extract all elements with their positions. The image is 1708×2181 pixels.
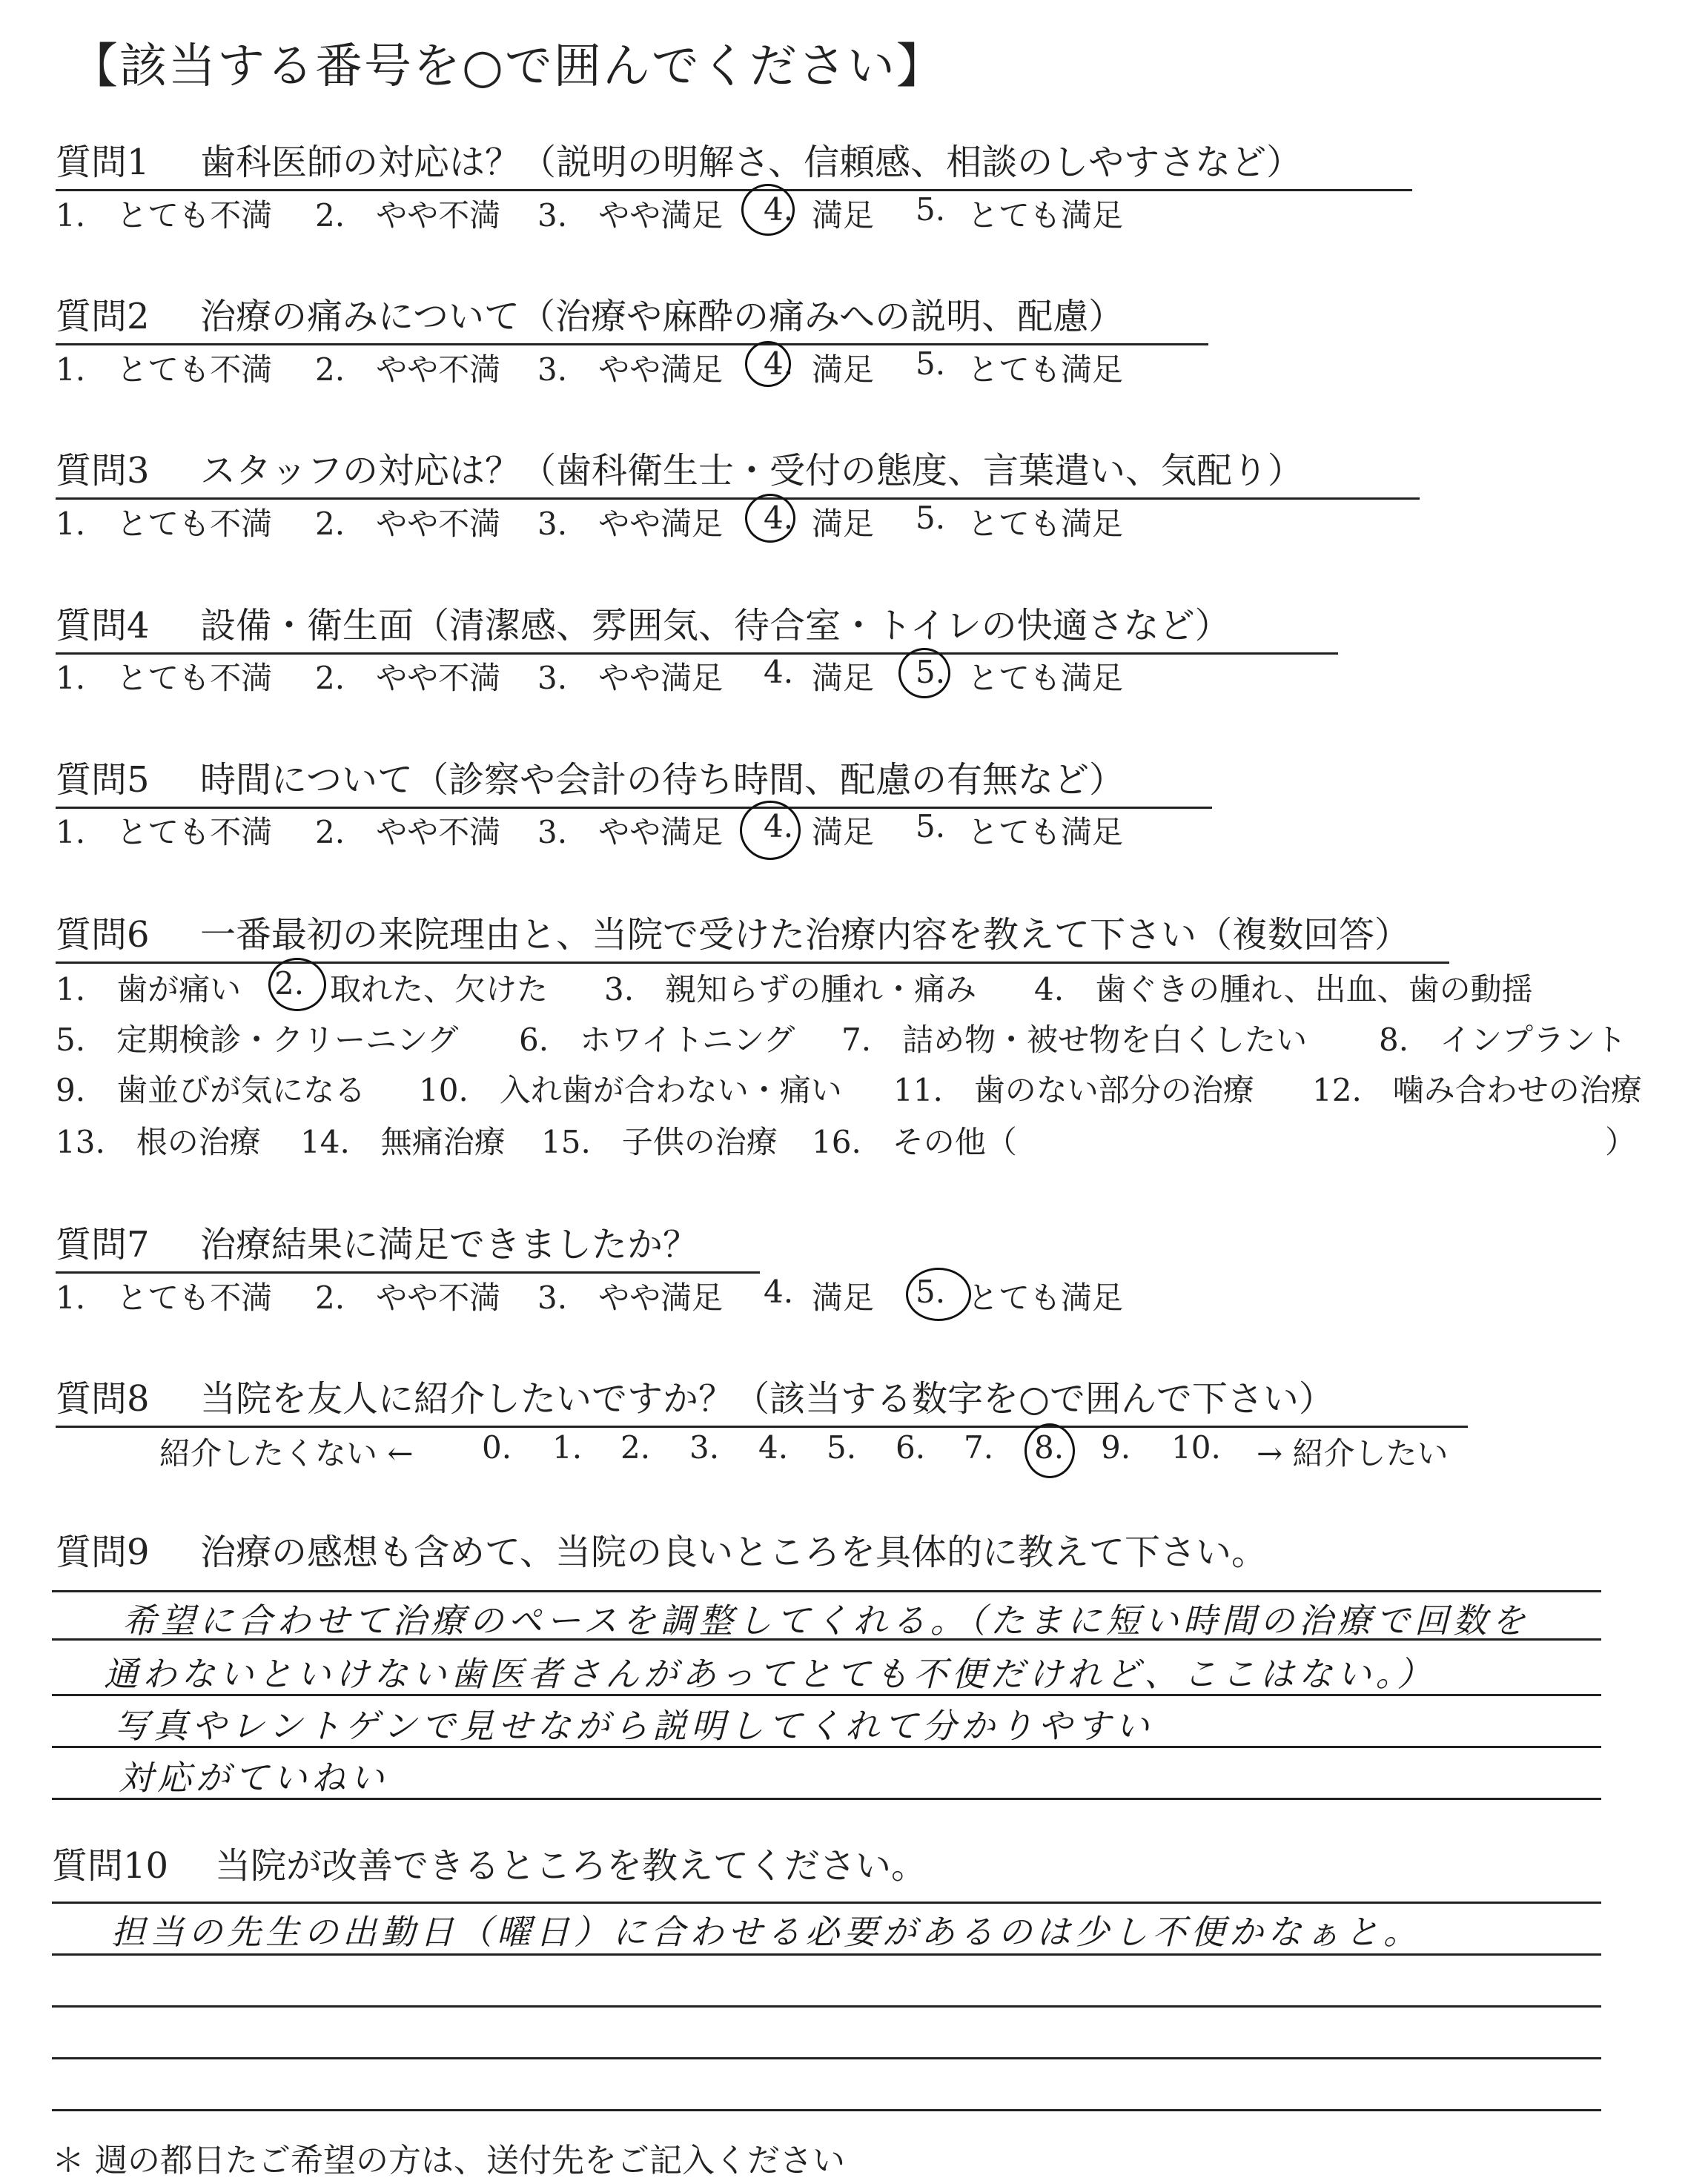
option-5-label: とても満足	[967, 506, 1124, 542]
q9-handwritten-line-4: 対応がていねい	[119, 1758, 388, 1798]
option-2[interactable]: 2. やや不満	[315, 1280, 501, 1316]
question-8-scale	[56, 1429, 1649, 1474]
question-6-options-row-3	[56, 1066, 1687, 1111]
question-10-text: 当院が改善できるところを教えてください。	[215, 1845, 927, 1887]
option-5-label: とても満足	[967, 351, 1124, 388]
question-4-options	[56, 654, 1242, 698]
question-10-heading	[52, 1837, 927, 1888]
question-1-options	[56, 191, 1242, 236]
q6-option-13[interactable]: 13. 根の治療	[56, 1124, 261, 1160]
q8-option-7[interactable]: 7.	[964, 1429, 994, 1466]
option-4-number[interactable]: 4.	[764, 500, 794, 536]
question-6-options-row-2	[56, 1016, 1687, 1060]
question-2-heading	[56, 288, 1208, 345]
question-9-label: 質問9	[56, 1532, 150, 1573]
option-1[interactable]: 1. とても不満	[56, 197, 273, 234]
q8-left-label: 紹介したくない ←	[159, 1435, 414, 1472]
question-1-text: 歯科医師の対応は？（説明の明解さ、信頼感、相談のしやすさなど）	[200, 142, 1302, 183]
question-5-label: 質問5	[56, 759, 150, 801]
question-3-options	[56, 500, 1242, 544]
option-5-number[interactable]: 5.	[916, 345, 946, 382]
q6-option-6[interactable]: 6. ホワイトニング	[519, 1022, 795, 1058]
option-3[interactable]: 3. やや満足	[537, 351, 724, 388]
answer-circle-q8	[1025, 1423, 1075, 1478]
q6-option-11[interactable]: 11. 歯のない部分の治療	[893, 1072, 1254, 1108]
q6-option-2-label: 取れた、欠けた	[330, 971, 549, 1007]
q6-option-8[interactable]: 8. インプラント	[1379, 1022, 1627, 1058]
q8-option-1[interactable]: 1.	[552, 1429, 583, 1466]
option-4-label: 満足	[812, 197, 875, 234]
option-4-number[interactable]: 4.	[764, 808, 794, 844]
q8-option-8[interactable]: 8.	[1034, 1429, 1065, 1466]
option-1[interactable]: 1. とても不満	[56, 351, 273, 388]
option-5-label: とても満足	[967, 660, 1124, 696]
q8-option-0[interactable]: 0.	[482, 1429, 512, 1466]
q8-option-10[interactable]: 10.	[1171, 1429, 1221, 1466]
question-1-heading	[56, 133, 1412, 191]
q8-right-label: → 紹介したい	[1257, 1435, 1449, 1472]
q6-option-15[interactable]: 15. 子供の治療	[541, 1124, 778, 1160]
question-5-text: 時間について（診察や会計の待ち時間、配慮の有無など）	[200, 759, 1125, 801]
footer-note: ＊ 週の都日たご希望の方は、送付先をご記入ください	[52, 2142, 845, 2180]
option-3[interactable]: 3. やや満足	[537, 1280, 724, 1316]
answer-circle-q4	[898, 648, 950, 698]
q6-option-10[interactable]: 10. 入れ歯が合わない・痛い	[419, 1072, 842, 1108]
question-2-text: 治療の痛みについて（治療や麻酔の痛みへの説明、配慮）	[200, 296, 1125, 337]
question-6-text: 一番最初の来院理由と、当院で受けた治療内容を教えて下さい（複数回答）	[200, 914, 1411, 956]
option-5-label: とても満足	[967, 814, 1124, 850]
q8-option-5[interactable]: 5.	[827, 1429, 857, 1466]
q8-option-2[interactable]: 2.	[620, 1429, 651, 1466]
option-5-number[interactable]: 5.	[916, 500, 946, 536]
q6-option-16[interactable]: 16. その他（	[812, 1124, 1017, 1160]
q6-option-16-close: ）	[1605, 1124, 1637, 1160]
question-6-heading	[56, 906, 1449, 964]
writing-line	[52, 2005, 1601, 2008]
q6-option-4[interactable]: 4. 歯ぐきの腫れ、出血、歯の動揺	[1034, 971, 1533, 1007]
question-8-heading	[56, 1370, 1468, 1428]
q6-option-2-number[interactable]: 2.	[274, 965, 305, 1002]
answer-circle-q3	[745, 494, 795, 543]
question-4-text: 設備・衛生面（清潔感、雰囲気、待合室・トイレの快適さなど）	[200, 605, 1231, 646]
answer-circle-q5	[740, 801, 801, 860]
answer-circle-q7	[906, 1268, 971, 1321]
question-7-heading	[56, 1216, 760, 1274]
option-3[interactable]: 3. やや満足	[537, 814, 724, 850]
q8-option-6[interactable]: 6.	[896, 1429, 926, 1466]
q8-option-9[interactable]: 9.	[1101, 1429, 1131, 1466]
option-3[interactable]: 3. やや満足	[537, 660, 724, 696]
option-4-label: 満足	[812, 660, 875, 696]
writing-line	[52, 1902, 1601, 1904]
question-7-label: 質問7	[56, 1224, 150, 1265]
option-4-label: 満足	[812, 506, 875, 542]
option-5-number[interactable]: 5.	[916, 191, 946, 228]
option-3[interactable]: 3. やや満足	[537, 197, 724, 234]
answer-circle-q6	[268, 958, 326, 1011]
question-9-text: 治療の感想も含めて、当院の良いところを具体的に教えて下さい。	[200, 1532, 1268, 1573]
option-2[interactable]: 2. やや不満	[315, 660, 501, 696]
page-title: 【該当する番号を○で囲んでください】	[70, 39, 945, 94]
answer-circle-q1	[741, 184, 795, 236]
question-4-label: 質問4	[56, 605, 150, 646]
option-5-label: とても満足	[967, 1280, 1124, 1316]
question-7-options	[56, 1274, 1242, 1318]
option-1[interactable]: 1. とても不満	[56, 814, 273, 850]
writing-line	[52, 2057, 1601, 2059]
question-6-options-row-4	[56, 1118, 1687, 1162]
option-2[interactable]: 2. やや不満	[315, 814, 501, 850]
q6-option-12[interactable]: 12. 噛み合わせの治療	[1312, 1072, 1642, 1108]
option-3[interactable]: 3. やや満足	[537, 506, 724, 542]
option-1[interactable]: 1. とても不満	[56, 1280, 273, 1316]
writing-line	[52, 2109, 1601, 2111]
q6-option-5[interactable]: 5. 定期検診・クリーニング	[56, 1022, 459, 1058]
question-2-options	[56, 345, 1242, 390]
question-5-options	[56, 808, 1242, 853]
question-6-label: 質問6	[56, 914, 150, 956]
option-1[interactable]: 1. とても不満	[56, 506, 273, 542]
option-2[interactable]: 2. やや不満	[315, 506, 501, 542]
option-4-number[interactable]: 4.	[764, 345, 794, 382]
option-5-number[interactable]: 5.	[916, 1274, 946, 1310]
question-4-heading	[56, 597, 1338, 655]
option-2[interactable]: 2. やや不満	[315, 197, 501, 234]
q10-handwritten-line-1: 担当の先生の出勤日（曜日）に合わせる必要があるのは少し不便かなぁと。	[111, 1912, 1422, 1952]
q9-handwritten-line-2: 通わないといけない歯医者さんがあってとても不便だけれど、ここはない。）	[104, 1654, 1436, 1694]
option-4-number[interactable]: 4.	[764, 654, 794, 690]
answer-circle-q2	[745, 341, 794, 387]
q8-option-4[interactable]: 4.	[758, 1429, 789, 1466]
writing-line	[52, 1590, 1601, 1592]
option-4-label: 満足	[812, 1280, 875, 1316]
option-4-number[interactable]: 4.	[764, 1274, 794, 1310]
question-9-heading	[56, 1523, 1267, 1575]
option-4-label: 満足	[812, 351, 875, 388]
question-3-heading	[56, 442, 1420, 500]
q9-handwritten-line-1: 希望に合わせて治療のペースを調整してくれる。（たまに短い時間の治療で回数を	[122, 1601, 1530, 1641]
q6-option-9[interactable]: 9. 歯並びが気になる	[56, 1072, 366, 1108]
question-8-text: 当院を友人に紹介したいですか？（該当する数字を○で囲んで下さい）	[200, 1378, 1334, 1420]
question-1-label: 質問1	[56, 142, 150, 183]
question-5-heading	[56, 751, 1212, 809]
question-3-text: スタッフの対応は？（歯科衛生士・受付の態度、言葉遣い、気配り）	[200, 450, 1304, 492]
q9-handwritten-line-3: 写真やレントゲンで見せながら説明してくれて分かりやすい	[115, 1706, 1154, 1746]
option-2[interactable]: 2. やや不満	[315, 351, 501, 388]
question-7-text: 治療結果に満足できましたか？	[200, 1224, 699, 1265]
q6-option-3[interactable]: 3. 親知らずの腫れ・痛み	[604, 971, 977, 1007]
q6-option-1[interactable]: 1. 歯が痛い	[56, 971, 242, 1007]
option-5-label: とても満足	[967, 197, 1124, 234]
question-2-label: 質問2	[56, 296, 150, 337]
q6-option-7[interactable]: 7. 詰め物・被せ物を白くしたい	[841, 1022, 1308, 1058]
question-8-label: 質問8	[56, 1378, 150, 1420]
option-4-number[interactable]: 4.	[764, 191, 794, 228]
q6-option-14[interactable]: 14. 無痛治療	[300, 1124, 506, 1160]
q8-option-3[interactable]: 3.	[689, 1429, 720, 1466]
question-3-label: 質問3	[56, 450, 150, 492]
option-5-number[interactable]: 5.	[916, 654, 946, 690]
option-4-label: 満足	[812, 814, 875, 850]
option-1[interactable]: 1. とても不満	[56, 660, 273, 696]
question-10-label: 質問10	[52, 1845, 169, 1887]
option-5-number[interactable]: 5.	[916, 808, 946, 844]
